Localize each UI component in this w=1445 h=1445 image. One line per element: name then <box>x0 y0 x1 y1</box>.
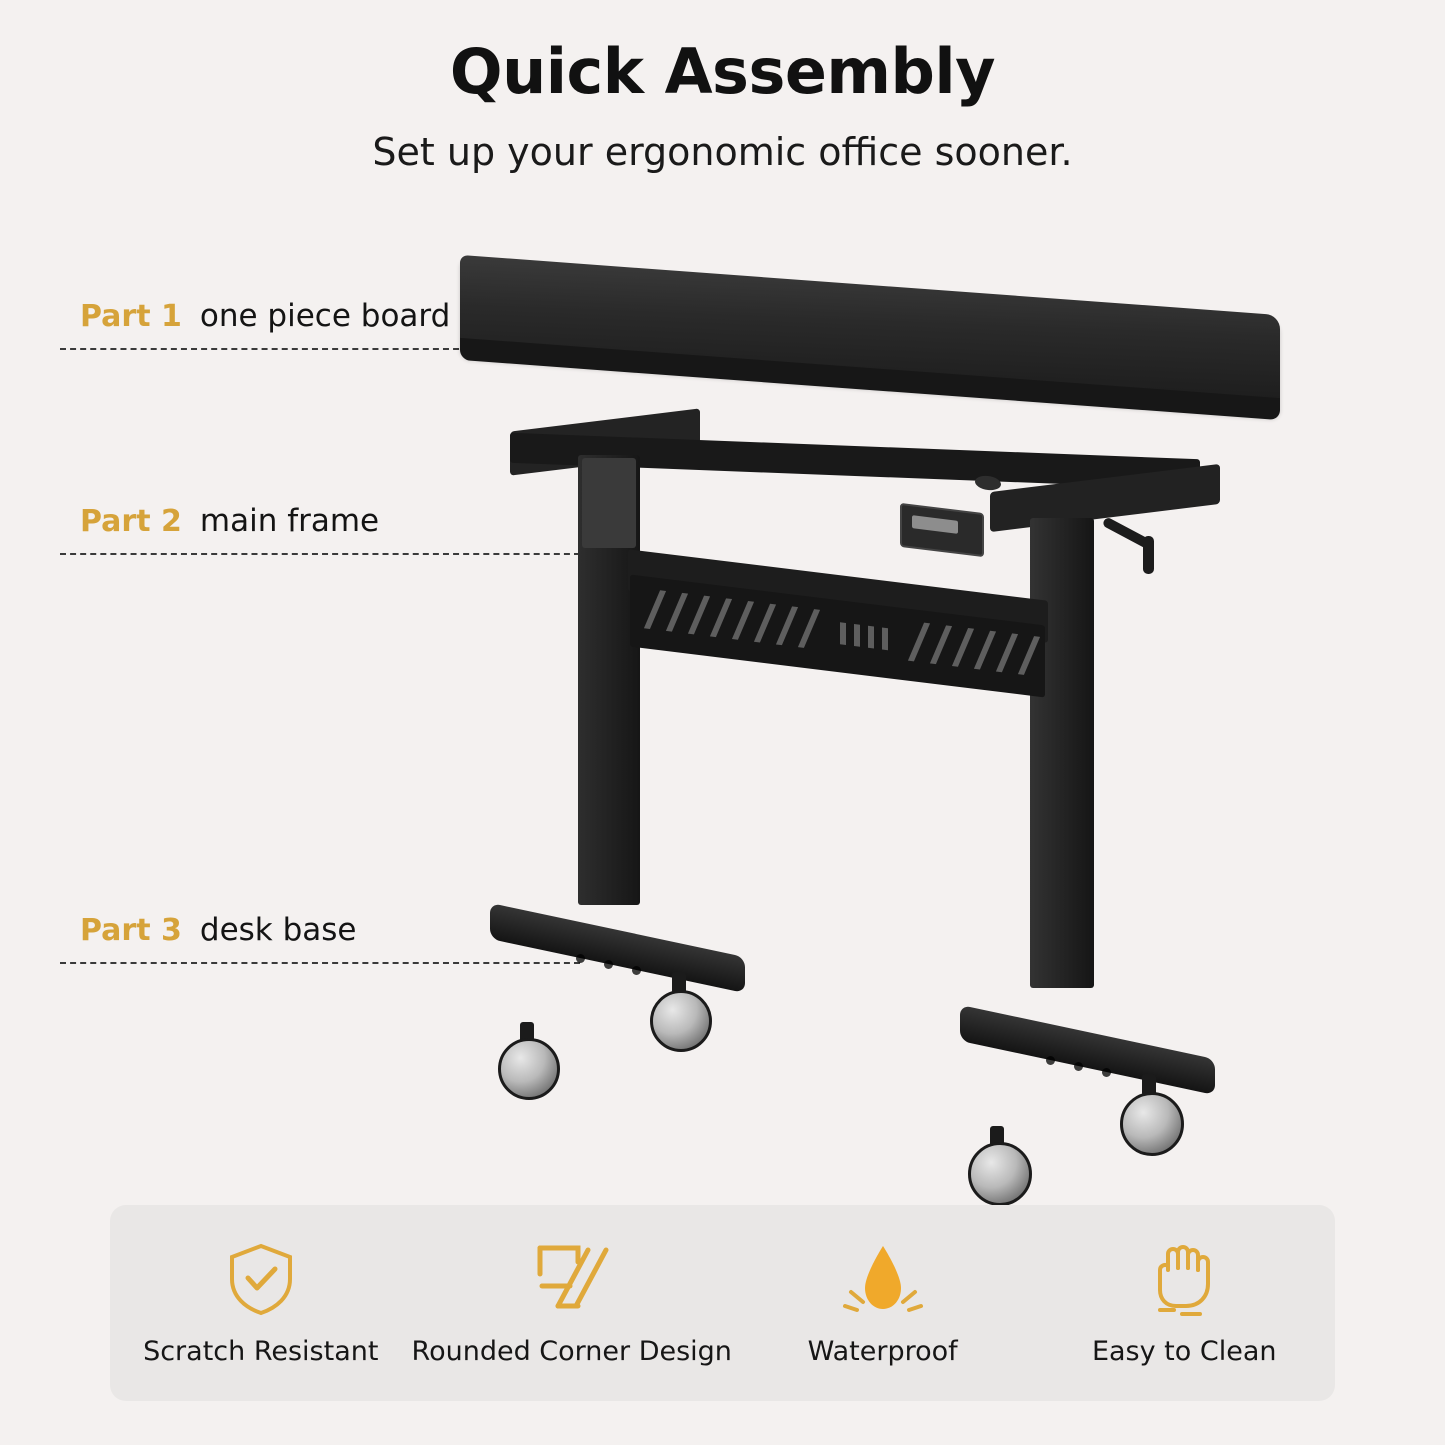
shield-check-icon <box>110 1240 412 1318</box>
part-1-description: one piece board <box>199 298 451 334</box>
part-2-tag: Part 2 <box>80 504 182 539</box>
base-bar-right <box>960 1005 1215 1095</box>
base-bar-left <box>490 903 745 993</box>
part-1-tag: Part 1 <box>80 299 182 334</box>
frame-leg-left-upper <box>582 458 636 548</box>
water-drop-icon <box>732 1240 1034 1318</box>
page-subtitle: Set up your ergonomic office sooner. <box>372 130 1073 175</box>
feature-easy-to-clean <box>1033 1240 1335 1367</box>
caster-wheel-rear-right <box>1120 1092 1184 1156</box>
product-illustration <box>430 250 1330 1220</box>
feature-label-1: Scratch Resistant <box>143 1335 379 1367</box>
frame-leg-right <box>1030 518 1094 988</box>
feature-rounded-corner <box>412 1240 732 1367</box>
hand-wipe-icon <box>1033 1240 1335 1318</box>
part-3-tag: Part 3 <box>80 913 182 948</box>
part-2-description: main frame <box>199 503 380 539</box>
page-title: Quick Assembly <box>449 35 996 108</box>
feature-scratch-resistant <box>110 1240 412 1367</box>
caster-wheel-front-right <box>968 1142 1032 1206</box>
feature-label-3: Waterproof <box>807 1335 958 1367</box>
feature-waterproof <box>732 1240 1034 1367</box>
hand-crank <box>1095 518 1165 578</box>
caster-wheel-rear-left <box>650 990 712 1052</box>
feature-label-2: Rounded Corner Design <box>411 1335 732 1367</box>
caster-wheel-front-left <box>498 1038 560 1100</box>
header <box>0 35 1445 176</box>
part-3-description: desk base <box>199 912 357 948</box>
feature-label-4: Easy to Clean <box>1091 1335 1277 1367</box>
desk-base-left <box>480 910 780 1070</box>
desk-base-right <box>950 1010 1270 1190</box>
rounded-corner-icon <box>412 1240 732 1318</box>
feature-bar <box>110 1205 1335 1401</box>
